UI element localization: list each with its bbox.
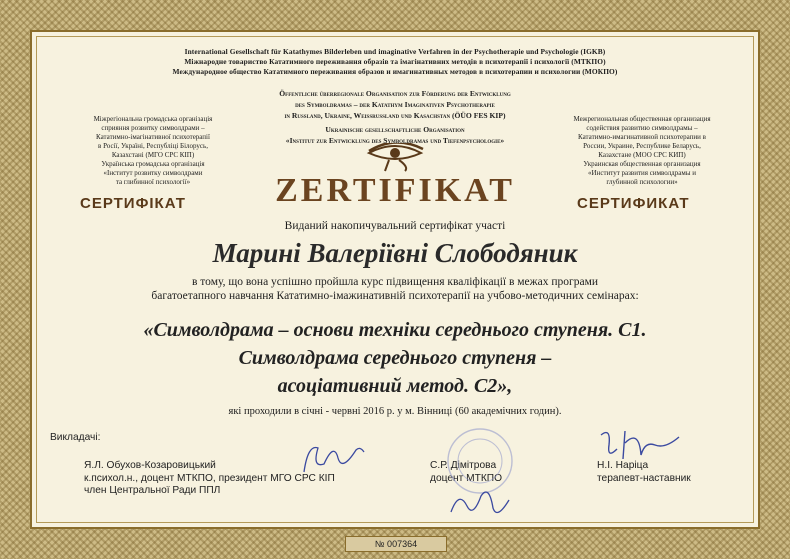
certificate-number: № 007364 (345, 536, 447, 552)
left-org-line: Українська громадська організація (101, 160, 205, 168)
eye-of-horus-icon (365, 143, 425, 173)
left-org-line: сприяння розвитку символдрами – (101, 124, 205, 132)
signature-1-image (298, 438, 368, 478)
header-igkb: International Gesellschaft für Katathymes Bilderleben und imaginative Verfahren in der Psychotherapie und Psychologie (IGKB) (184, 47, 606, 56)
signatory-2-name: С.Р. Дімітрова (430, 460, 497, 471)
body-text-2: багатоетапного навчання Кататимно-імажинативній психотерапії на учбово-методичних семінарах: (151, 290, 639, 302)
course-title-line-2: Символдрама середнього ступеня – (238, 347, 552, 369)
right-org-line: Украинская общественная организация (583, 160, 701, 168)
lecturers-label: Викладачі: (50, 432, 101, 443)
left-org-line: Кататимно-імагінативної психотерапії (96, 133, 210, 141)
signatory-1-membership: член Центральної Ради ППЛ (84, 485, 221, 496)
org-line-3: in Russland, Ukraine, Weißrussland und Kasachstan (ÖÜO FES KIP) (284, 111, 506, 120)
right-org-line: Межрегиональная общественная организация (573, 115, 711, 123)
left-org-line: в Росії, Україні, Республіці Білорусь, (98, 142, 208, 150)
header-mokpo: Международное общество Кататимного переживания образов и имагинативных методов в психотерапии и психологии (МОКПО) (172, 67, 618, 76)
left-org-line: Казахстані (МГО СРС КІП) (111, 151, 195, 159)
certificate-title: ZERTIFIKAT (275, 172, 515, 209)
right-org-line: «Институт развития символдрамы и (588, 169, 696, 177)
issued-text: Виданий накопичувальний сертифікат участі (284, 220, 506, 232)
course-details: які проходили в січні - червні 2016 р. у м. Вінниці (60 академічних годин). (228, 406, 562, 417)
right-certificate-title: СЕРТИФИКАТ (577, 195, 690, 212)
right-org-line: России, Украине, Республике Беларусь, (583, 142, 701, 150)
left-org-line: «Інститут розвитку символдрами (103, 169, 203, 177)
signatory-3-title: терапевт-наставник (597, 472, 691, 484)
right-org-line: Кататимно-имагинативной психотерапии в (578, 133, 706, 141)
signature-2-image (445, 482, 515, 524)
course-title-line-1: «Символдрама – основи техніки середнього ступеня. С1. (143, 319, 647, 341)
org-line-2: des Symboldramas – der Katathym Imaginativen Psychotherapie (295, 100, 495, 109)
org-line-5: «Institut zur Entwicklung des Symboldramas und Tiefenpsychologie» (285, 136, 505, 145)
signatory-1-title: к.психол.н., доцент МТКПО, президент МГО СРС КІП (84, 472, 335, 484)
left-org-line: Міжрегіональна громадська організація (93, 115, 213, 123)
recipient-name: Марині Валеріївні Слободяник (212, 238, 578, 268)
body-text-1: в тому, що вона успішно пройшла курс підвищення кваліфікації в межах програми (192, 276, 598, 288)
signatory-1-name: Я.Л. Обухов-Козаровицький (84, 460, 216, 471)
signatory-2-title: доцент МТКПО (430, 472, 503, 484)
right-org-line: содействия развитию символдрамы – (586, 124, 698, 132)
header-mtkpo: Міжнародне товариство Кататимного переживання образів та імагінативних методів в психотерапії і психології (МТКПО) (184, 57, 606, 66)
left-certificate-title: СЕРТИФІКАТ (80, 195, 186, 212)
right-org-line: глубинной психологии» (606, 178, 678, 186)
left-org-line: та глибинної психології» (115, 178, 191, 186)
org-line-4: Ukrainische gesellschaftliche Organisation (325, 125, 465, 134)
org-line-1: Öffentliche überregionale Organisation zur Förderung der Entwicklung (279, 89, 511, 98)
right-org-line: Казахстане (МОО СРС КИП) (598, 151, 686, 159)
course-title-line-3: асоціативний метод. С2», (277, 375, 513, 397)
signature-3-image (595, 425, 685, 465)
signatory-3-name: Н.І. Наріца (597, 460, 649, 471)
